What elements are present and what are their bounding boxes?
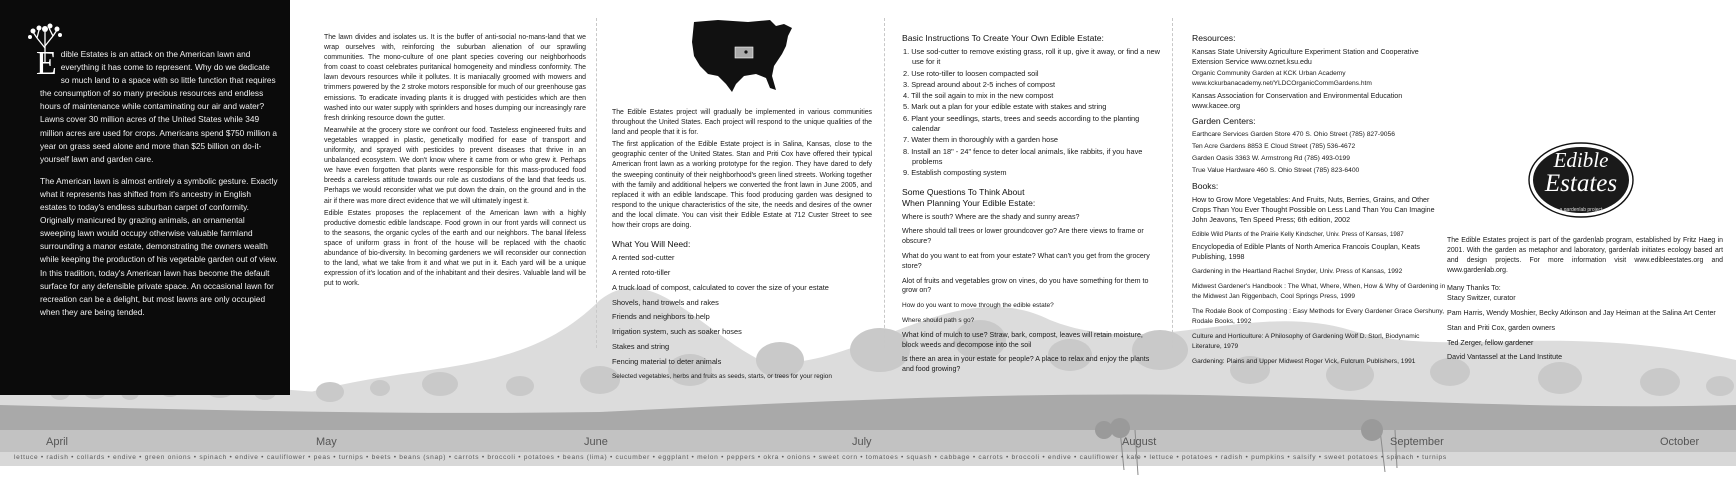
panel-divider bbox=[596, 18, 597, 348]
logo-line-2: Estates bbox=[1544, 170, 1618, 197]
project-panel bbox=[606, 0, 872, 395]
list-item: 6. Plant your seedlings, starts, trees and seeds according to the planting calendar bbox=[903, 113, 1140, 134]
resource-item: Organic Community Garden at KCK Urban Academy www.kckurbanacademy.net/YLDCOrganicCommGardens.htm bbox=[1192, 70, 1372, 87]
about-paragraph: The Edible Estates project is part of the gardenlab program, established by Fritz Haeg in 2001. With the garden as metaphor and laboratory, gardenlab initiates ecology based art and design projects. For more information visit www.edibleestates.org and www.gardenlab.org. bbox=[1447, 237, 1723, 275]
question-item: How do you want to move through the edible estate? bbox=[902, 302, 1054, 310]
list-item: Stan and Priti Cox, garden owners bbox=[1447, 323, 1556, 332]
question-item: Alot of fruits and vegetables grow on vines, do you have something for them to grow on? bbox=[902, 276, 1149, 295]
garden-center-item: Garden Oasis 3363 W. Armstrong Rd (785) 493-0199 bbox=[1192, 155, 1350, 162]
panel-divider bbox=[1172, 18, 1173, 348]
garden-center-item: Earthcare Services Garden Store 470 S. Ohio Street (785) 827-9056 bbox=[1192, 131, 1395, 138]
resource-item: Kansas Association for Conservation and Environmental Education www.kacee.org bbox=[1192, 92, 1403, 110]
list-item: 3. Spread around about 2-5 inches of compost bbox=[903, 79, 1056, 89]
project-paragraph-2: The first application of the Edible Estate project is in Salina, Kansas, close to the geographic center of the United States. Stan and Priti Cox have offered their typical American front lawn as a working prototype for the region. They have dared to defy the sweeping continuity of their neighborhood's green lined streets. Working together with the family and additional helpers we converted the front lawn in June 2005, and replaced it with an edible landscape. This food producing garden was designed to respond to the unique characteristics of the site, the needs and desires of the owner and the local climate. You can visit their Edible Estate at 712 Custer Street to see how their crops are doing. bbox=[612, 141, 872, 230]
list-item: A rented sod-cutter bbox=[612, 253, 675, 263]
about-text-block bbox=[1447, 236, 1723, 368]
question-item: What do you want to eat from your estate? What can't you get from the grocery store? bbox=[902, 251, 1150, 270]
book-item: Culture and Horticulture: A Philosophy of Gardening Wolf D. Storl, Biodynamic Literature, 1979 bbox=[1192, 333, 1420, 350]
list-item: Friends and neighbors to help bbox=[612, 312, 710, 322]
list-item: Many Thanks To: Stacy Switzer, curator bbox=[1447, 284, 1516, 303]
book-item: The Rodale Book of Composting : Easy Methods for Every Gardener Grace Gershuny, Rodale Books, 1992 bbox=[1192, 308, 1445, 325]
list-item: 8. Install an 18" - 24" fence to deter local animals, like rabbits, if you have problems bbox=[903, 146, 1143, 166]
essay-paragraph-3: Edible Estates proposes the replacement of the American lawn with a highly productive domestic edible landscape. Food grown in our front yards will connect us to the seasons, the organic cycles of the earth and our neighbors. The banal lifeless space of uniform grass in front of the house will be replaced with the chaotic abundance of bio-diversity. In becoming gardeners we will reconsider our connection to the land, what we take from it and what we put in it. Each yard will be a unique expression of it's location and of the inhabitant and their desires. Valuable land will be put to work. bbox=[324, 209, 586, 288]
lawn-essay-panel bbox=[318, 0, 586, 395]
crop-calendar-strip: lettuce • radish • collards • endive • green onions • spinach • endive • cauliflower • peas • turnips • beets • beans (snap) • carrots • broccoli • potatoes • beans (lima) • cucumber • eggplant • melon • peppers • okra • onions • sweet corn • tomatoes • squash • cabbage • carrots • broccoli • endive • cauliflower • kale • lettuce • potatoes • radish • pumpkins • salsify • sweet potatoes • spinach • turnips bbox=[14, 454, 1447, 461]
book-item: Edible Wild Plants of the Prairie Kelly Kindscher, Univ. Press of Kansas, 1987 bbox=[1192, 231, 1404, 238]
garden-center-item: True Value Hardware 460 S. Ohio Street (785) 823-6400 bbox=[1192, 167, 1360, 174]
list-item: A rented roto-tiller bbox=[612, 267, 671, 277]
logo-line-1: Edible bbox=[1553, 148, 1609, 172]
essay-paragraph-1: The lawn divides and isolates us. It is the buffer of anti-social no-mans-land that we wrap ourselves with, reinforcing the suburban alienation of our sprawling communities. The mono-culture of one plant species covering our neighborhoods from coast to coast celebrates puritanical homogeneity and mindless conformity. The lawn devours resources while it pollutes. It is maniacally groomed with mowers and trimmers powered by the 2 stroke motors responsible for much of our greenhouse gas emissions. To eradicate invading plants it is drugged with pesticides which are then washed into our water supply with sprinklers and hoses dumping our increasingly rare fresh drinking resource down the gutter. bbox=[324, 34, 586, 122]
need-list bbox=[612, 253, 872, 382]
month-june: June bbox=[584, 436, 608, 448]
garden-center-item: Ten Acre Gardens 8853 E Cloud Street (785) 536-4672 bbox=[1192, 143, 1356, 150]
month-october: October bbox=[1660, 436, 1700, 448]
garden-centers-heading: Garden Centers: bbox=[1192, 116, 1256, 126]
tree-icon bbox=[25, 22, 65, 62]
need-heading: What You Will Need: bbox=[612, 239, 691, 250]
list-item: 2. Use roto-tiller to loosen compacted soil bbox=[903, 68, 1039, 78]
usa-map-icon bbox=[688, 14, 796, 94]
question-item: Where is south? Where are the shady and sunny areas? bbox=[902, 212, 1080, 221]
month-july: July bbox=[852, 436, 872, 448]
drop-cap: E bbox=[36, 45, 57, 82]
question-item: Where should path s go? bbox=[902, 316, 975, 324]
list-item: 9. Establish composting system bbox=[903, 168, 1007, 178]
month-april: April bbox=[46, 436, 69, 448]
instructions-panel bbox=[896, 0, 1160, 395]
books-heading: Books: bbox=[1192, 181, 1219, 191]
list-item: 5. Mark out a plan for your edible estate with stakes and string bbox=[903, 102, 1107, 112]
month-september: September bbox=[1390, 436, 1444, 448]
resources-panel bbox=[1186, 0, 1448, 395]
list-item: Ted Zerger, fellow gardener bbox=[1447, 338, 1534, 347]
list-item: Selected vegetables, herbs and fruits as seeds, starts, or trees for your region bbox=[612, 372, 832, 380]
month-august: August bbox=[1122, 436, 1157, 448]
book-item: How to Grow More Vegetables: And Fruits, Nuts, Berries, Grains, and Other Crops Than You Ever Thought Possible on Less Land Than You Can Imagine John Jeavons, Ten Speed Press; 6th edition, 2002 bbox=[1192, 196, 1435, 224]
book-item: Gardening in the Heartland Rachel Snyder, Univ. Press of Kansas, 1992 bbox=[1192, 268, 1403, 275]
list-item: Stakes and string bbox=[612, 341, 670, 351]
logo-tagline: a gardenlab project bbox=[1559, 207, 1603, 213]
list-item: A truck load of compost, calculated to cover the size of your estate bbox=[612, 282, 829, 292]
list-item: Fencing material to deter animals bbox=[612, 356, 722, 366]
intro-panel bbox=[0, 0, 290, 395]
list-item: Pam Harris, Wendy Moshier, Becky Atkinson and Jay Heiman at the Salina Art Center bbox=[1447, 308, 1716, 317]
list-item: Shovels, hand trowels and rakes bbox=[612, 297, 719, 307]
essay-paragraph-2: Meanwhile at the grocery store we confront our food. Tasteless engineered fruits and vegetables wrapped in plastic, genetically modified for ease of transport and uniformity, and sprayed with pesticides to prevent diseases that thrive in an unbalanced ecosystem. We don't know where it came from or who grew it. Perhaps we have even forgotten that plants were responsible for this mass-produced food breeds a careless attitude towards our role as custodians of the land that feeds us. Perhaps we would reconsider what we put down the drain, on the ground and in the air if there was more direct evidence that we will ultimately ingest it. bbox=[324, 126, 586, 205]
question-item: Is there an area in your estate for people? A place to relax and enjoy the plants and food growing? bbox=[902, 355, 1150, 374]
instructions-list bbox=[902, 47, 1160, 179]
questions-heading: Some Questions To Think About When Planning Your Edible Estate: bbox=[902, 186, 1036, 208]
project-paragraph-1: The Edible Estates project will gradually be implemented in various communities throughout the United States. Each project will respond to the unique qualities of the land and people that it is for. bbox=[612, 109, 872, 137]
panel-divider bbox=[884, 18, 885, 348]
list-item: Irrigation system, such as soaker hoses bbox=[612, 327, 742, 337]
book-item: Gardening: Plains and Upper Midwest Roger Vick, Fulcrum Publishers, 1991 bbox=[1192, 358, 1416, 365]
edible-estates-logo bbox=[1526, 120, 1636, 230]
list-item: David Vantassel at the Land Institute bbox=[1447, 353, 1563, 362]
intro-paragraph-1: Edible Estates is an attack on the American lawn and everything it has come to represent. Why do we dedicate so much land to a space with so little function that requires the consumption of so many precious resources and endless hours of maintenance while contaminating our air and water? Lawns cover 30 million acres of the United States while 349 million acres are used for crops. Americans spend $750 million a year on grass seed alone and more than $25 billion on do-it-yourself lawn and garden care. bbox=[36, 45, 278, 164]
question-item: What kind of mulch to use? Straw, bark, compost, leaves will retain moisture, block weeds and decompose into the soil bbox=[902, 330, 1143, 349]
book-item: Midwest Gardener's Handbook : The What, Where, When, How & Why of Gardening in the Midwest Jan Riggenbach, Cool Springs Press, 1999 bbox=[1192, 283, 1446, 300]
book-item: Encyclopedia of Edible Plants of North America Francois Couplan, Keats Publishing, 1998 bbox=[1192, 243, 1420, 261]
list-item: 7. Water them in thoroughly with a garden hose bbox=[903, 135, 1059, 145]
resource-item: Kansas State University Agriculture Experiment Station and Cooperative Extension Service www.oznet.ksu.edu bbox=[1192, 48, 1419, 66]
list-item: 1. Use sod-cutter to remove existing grass, roll it up, give it away, or find a new use for it bbox=[903, 47, 1160, 67]
thanks-list bbox=[1447, 284, 1723, 363]
list-item: 4. Till the soil again to mix in the new compost bbox=[903, 91, 1054, 101]
intro-paragraph-2: The American lawn is almost entirely a symbolic gesture. Exactly what it represents has shifted from it's ancestry in English estates to today's endless suburban carpet of conformity. Originally manicured by grazing animals, an ornamental sweeping lawn would occupy otherwise valuable farmland surrounding a manor estate, demonstrating the owners wealth while keeping the production of his vegetable garden out of view. In this tradition, today's American lawn has become the default surface for any defensible private space. An occasional lawn for recreation can be a delight, but most lawns are only occupied when they are being tended. bbox=[40, 175, 278, 317]
question-item: Where should tall trees or lower groundcover go? Are there views to frame or obscure? bbox=[902, 227, 1144, 246]
instructions-heading: Basic Instructions To Create Your Own Edible Estate: bbox=[902, 33, 1104, 43]
month-may: May bbox=[316, 436, 337, 448]
resources-heading: Resources: bbox=[1192, 33, 1236, 43]
